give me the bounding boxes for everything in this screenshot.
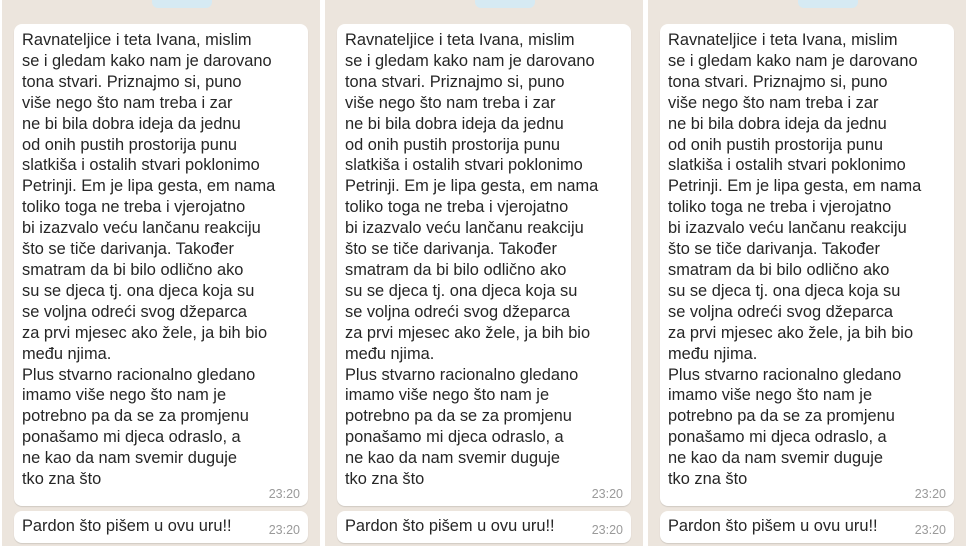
message-text: Pardon što pišem u ovu uru!! [345, 517, 555, 535]
message-timestamp: 23:20 [914, 487, 946, 501]
message-bubble-followup[interactable] [660, 511, 954, 543]
message-text: Pardon što pišem u ovu uru!! [668, 517, 878, 535]
message-text: Pardon što pišem u ovu uru!! [22, 517, 232, 535]
message-timestamp: 23:20 [591, 487, 623, 501]
chat-panel-2 [325, 0, 643, 546]
message-bubble[interactable] [14, 24, 308, 506]
message-timestamp: 23:20 [268, 523, 300, 537]
message-text: Ravnateljice i teta Ivana, mislim se i gledam kako nam je darovano tona stvari. Priznajmo si, puno više nego što nam treba i zar ne bi bila dobra ideja da jednu od onih pustih prostorija punu slatkiša i ostalih stvari poklonimo Petrinji. Em je lipa gesta, em nama toliko toga ne treba i vjerojatno bi izazvalo veću lančanu reakciju što se tiče darivanja. Također smatram da bi bilo odlično ako su se djeca tj. ona djeca koja su se voljna odreći svog džeparca za prvi mjesec ako žele, ja bih bio među njima. Plus stvarno racionalno gledano imamo više nego što nam je potrebno pa da se za promjenu ponašamo mi djeca odraslo, a ne kao da nam svemir duguje tko zna što [22, 31, 276, 489]
date-chip [475, 0, 535, 8]
chat-panel-3 [648, 0, 966, 546]
message-bubble-followup[interactable] [337, 511, 631, 543]
message-timestamp: 23:20 [268, 487, 300, 501]
message-bubble[interactable] [660, 24, 954, 506]
date-chip [798, 0, 858, 8]
message-timestamp: 23:20 [591, 523, 623, 537]
message-timestamp: 23:20 [914, 523, 946, 537]
date-chip [152, 0, 212, 8]
message-bubble[interactable] [337, 24, 631, 506]
message-bubble-followup[interactable] [14, 511, 308, 543]
chat-panel-1 [2, 0, 320, 546]
message-text: Ravnateljice i teta Ivana, mislim se i gledam kako nam je darovano tona stvari. Priznajmo si, puno više nego što nam treba i zar ne bi bila dobra ideja da jednu od onih pustih prostorija punu slatkiša i ostalih stvari poklonimo Petrinji. Em je lipa gesta, em nama toliko toga ne treba i vjerojatno bi izazvalo veću lančanu reakciju što se tiče darivanja. Također smatram da bi bilo odlično ako su se djeca tj. ona djeca koja su se voljna odreći svog džeparca za prvi mjesec ako žele, ja bih bio među njima. Plus stvarno racionalno gledano imamo više nego što nam je potrebno pa da se za promjenu ponašamo mi djeca odraslo, a ne kao da nam svemir duguje tko zna što [345, 31, 599, 489]
message-text: Ravnateljice i teta Ivana, mislim se i gledam kako nam je darovano tona stvari. Priznajmo si, puno više nego što nam treba i zar ne bi bila dobra ideja da jednu od onih pustih prostorija punu slatkiša i ostalih stvari poklonimo Petrinji. Em je lipa gesta, em nama toliko toga ne treba i vjerojatno bi izazvalo veću lančanu reakciju što se tiče darivanja. Također smatram da bi bilo odlično ako su se djeca tj. ona djeca koja su se voljna odreći svog džeparca za prvi mjesec ako žele, ja bih bio među njima. Plus stvarno racionalno gledano imamo više nego što nam je potrebno pa da se za promjenu ponašamo mi djeca odraslo, a ne kao da nam svemir duguje tko zna što [668, 31, 922, 489]
